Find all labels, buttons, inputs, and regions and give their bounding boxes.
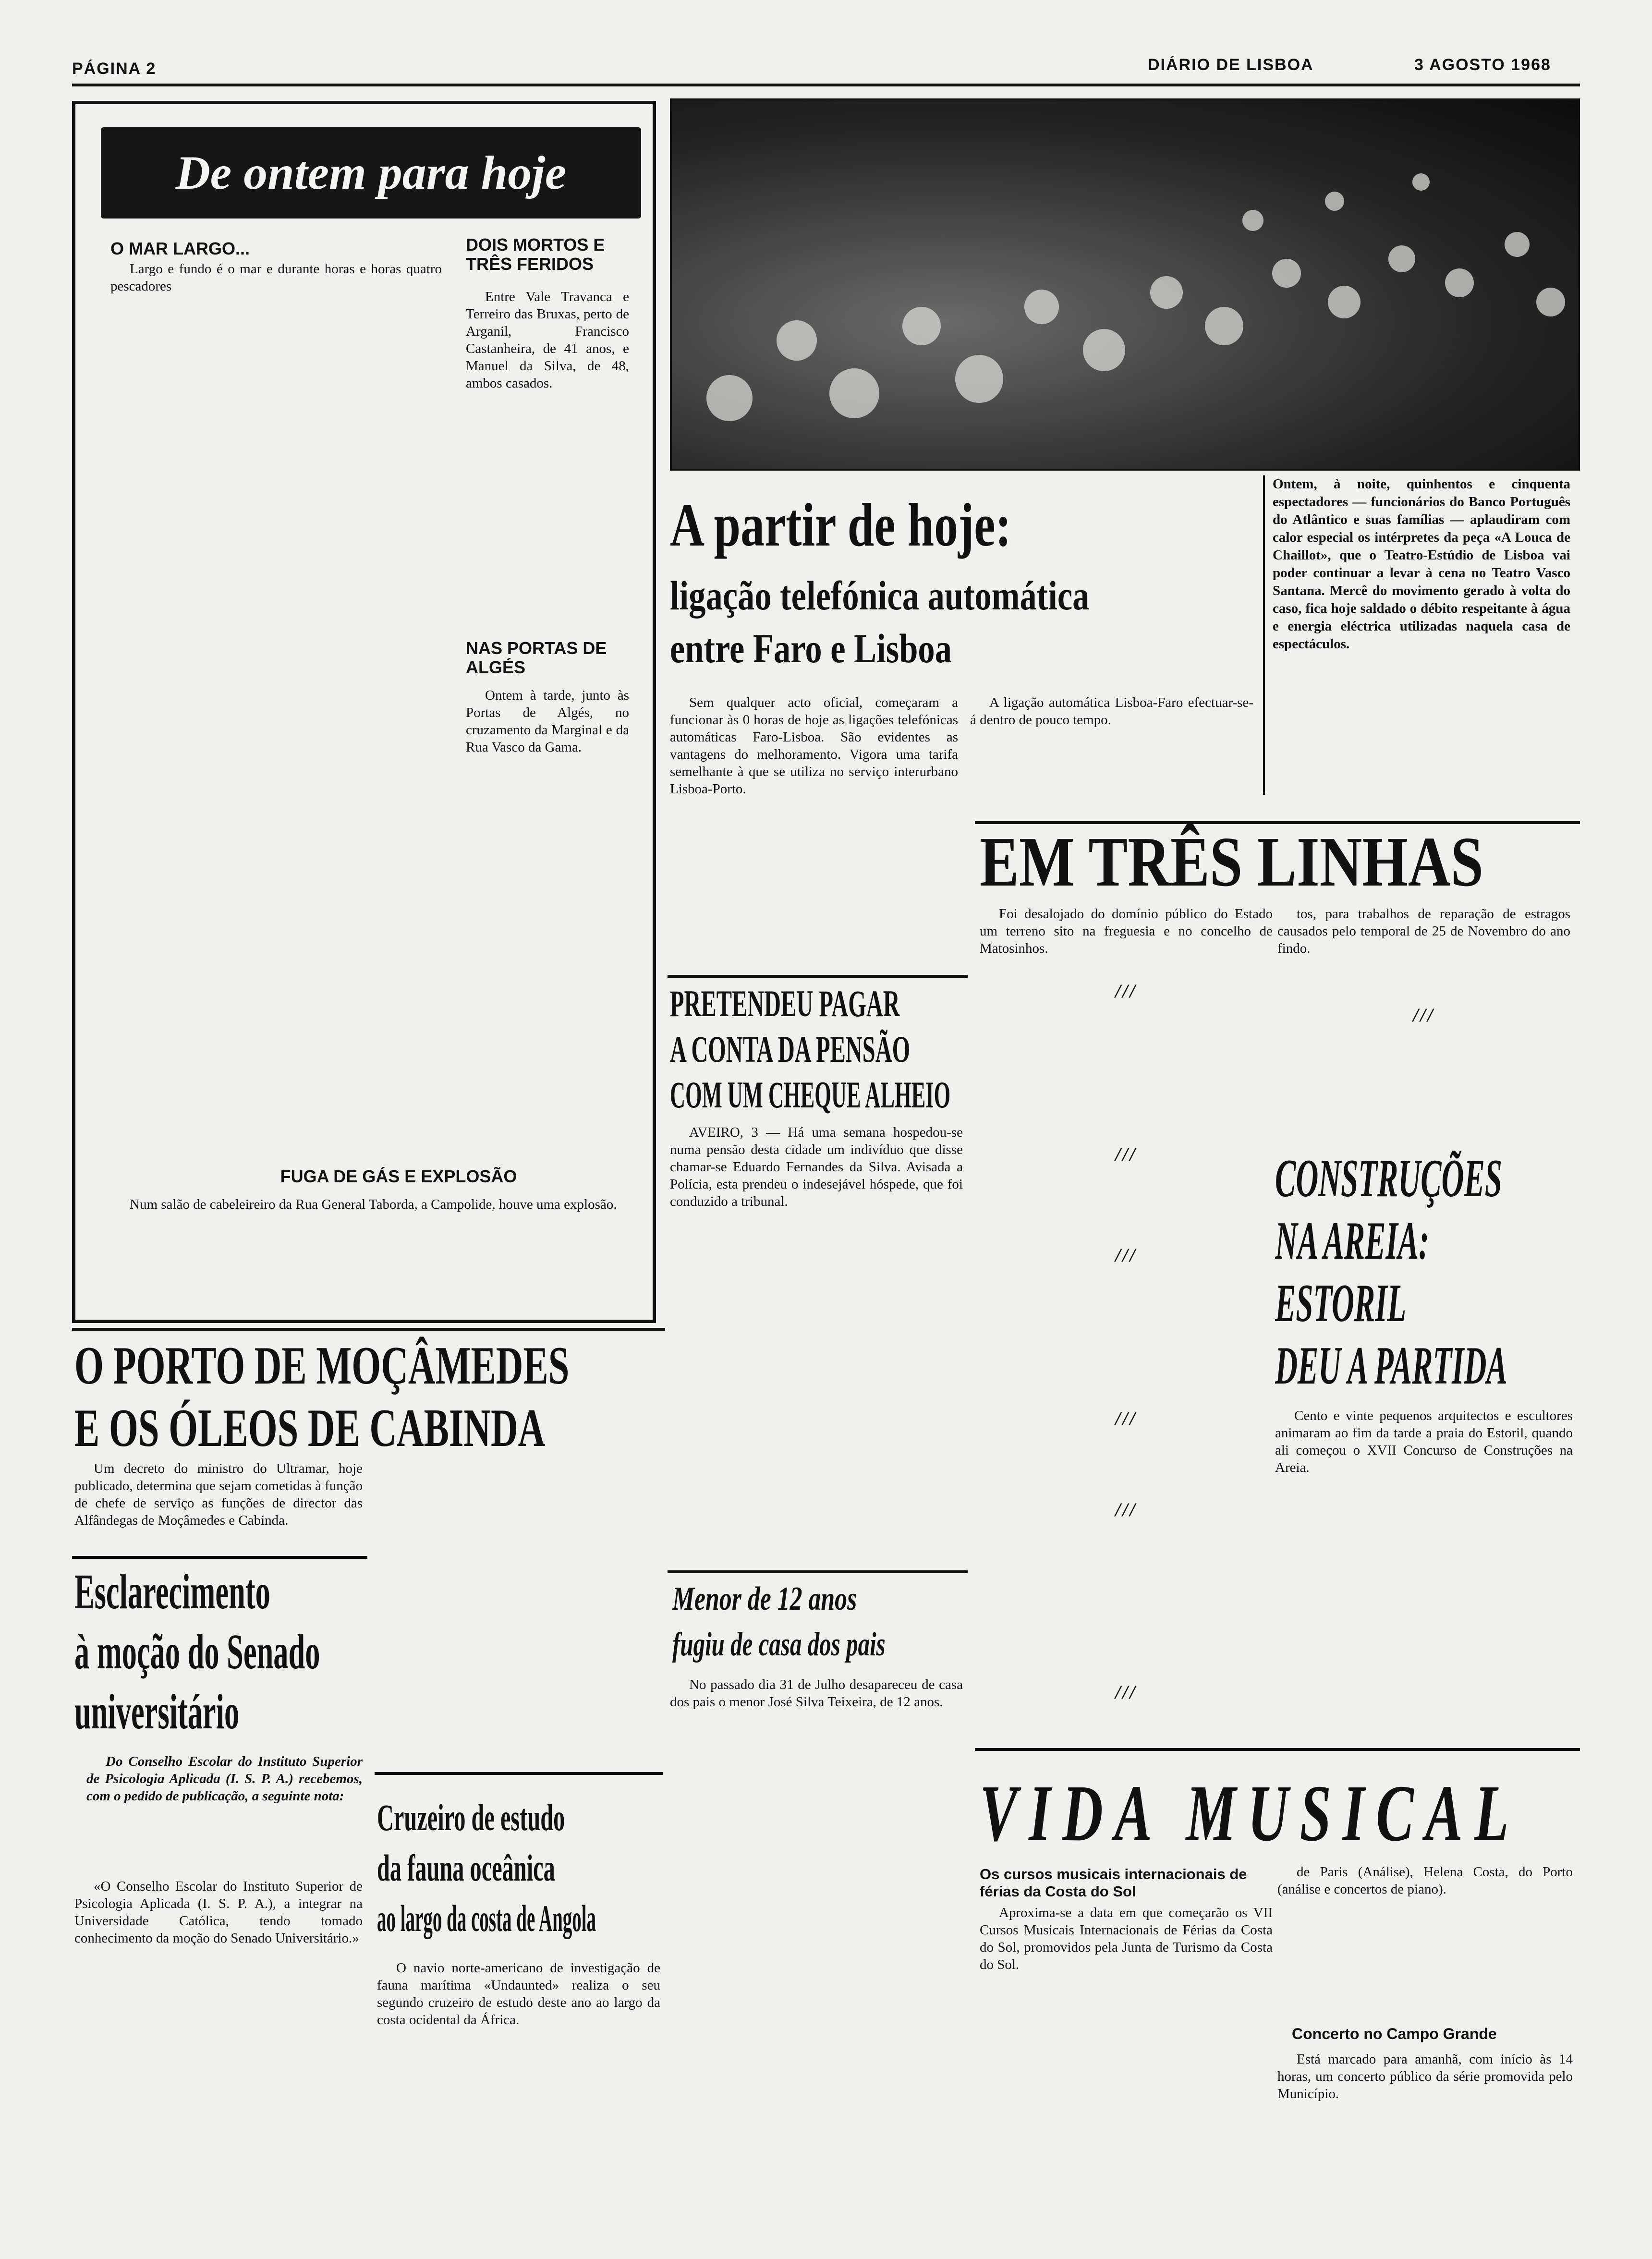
pensao-article <box>670 1124 963 1542</box>
porto-rule <box>72 1328 665 1331</box>
concerto-title: Concerto no Campo Grande <box>1292 2025 1497 2042</box>
issue-date: 3 AGOSTO 1968 <box>1414 56 1551 74</box>
separator-2: /// <box>1115 1143 1137 1165</box>
gas-text: Num salão de cabeleireiro da Rua General Taborda, a Campolide, houve uma explosão. <box>130 1197 617 1212</box>
newspaper-name: DIÁRIO DE LISBOA <box>1148 56 1314 74</box>
pensao-text: AVEIRO, 3 — Há uma semana hospedou-se numa pensão desta cidade um indivíduo que disse chamar-se Eduardo Fernandes da Silva. Avisada a Polícia, esta prendeu o indesejável hóspede, que foi conduzido a tribunal. <box>670 1125 963 1209</box>
pensao-head-3: COM UM CHEQUE ALHEIO <box>670 1074 951 1116</box>
alges-text: Ontem à tarde, junto às Portas de Algés, no cruzamento da Marginal e da Rua Vasco da Gama. <box>466 688 629 755</box>
menor-rule <box>668 1570 968 1573</box>
esclarecimento-head-2: à moção do Senado <box>74 1624 320 1679</box>
porto-head-2: E OS ÓLEOS DE CABINDA <box>74 1398 546 1458</box>
audience-photo-figures <box>672 100 1580 471</box>
gas-title: FUGA DE GÁS E EXPLOSÃO <box>280 1167 517 1186</box>
concerto-text: Está marcado para amanhã, com início às 14 horas, um concerto público da série promovida pelo Município. <box>1277 2052 1573 2101</box>
pensao-head-2: A CONTA DA PENSÃO <box>670 1028 911 1070</box>
mortos-title: DOIS MORTOS E TRÊS FERIDOS <box>466 235 605 274</box>
esclarecimento-lead-text: Do Conselho Escolar do Instituto Superior de Psicologia Aplicada (I. S. P. A.) recebemos, com o pedido de publicação, a seguinte nota: <box>86 1754 363 1804</box>
mortos-article <box>466 288 629 624</box>
mar-text: Largo e fundo é o mar e durante horas e horas quatro pescadores <box>110 261 442 294</box>
cruzeiro-text: O navio norte-americano de investigação de fauna marítima «Undaunted» realiza o seu segundo cruzeiro de estudo deste ano ao largo da costa ocidental da África. <box>377 1960 660 2028</box>
separator-3: /// <box>1115 1244 1137 1266</box>
concerto-article <box>1277 2051 1573 2204</box>
tres-linhas-headline: EM TRÊS LINHAS <box>980 823 1484 901</box>
mar-title: O MAR LARGO... <box>110 239 250 258</box>
tres-linhas-text-2: tos, para trabalhos de reparação de estragos causados pelo temporal de 25 de Novembro do ano findo. <box>1277 906 1570 956</box>
separator-6: /// <box>1115 1681 1137 1703</box>
menor-head-1: Menor de 12 anos <box>672 1580 857 1617</box>
construcoes-head-3: ESTORIL <box>1275 1274 1407 1333</box>
tres-linhas-col-2 <box>1277 905 1570 992</box>
pensao-rule <box>668 975 968 978</box>
porto-text: Um decreto do ministro do Ultramar, hoje publicado, determina que sejam cometidas à função de chefe de serviço as funções de director das Alfândegas de Moçâmedes e Cabinda. <box>74 1461 363 1528</box>
partir-text-2: A ligação automática Lisboa-Faro efectuar-se-á dentro de pouco tempo. <box>970 695 1253 728</box>
partir-subhead: ligação telefónica automática <box>670 572 1090 619</box>
musical-sub: Os cursos musicais internacionais de férias da Costa do Sol <box>980 1866 1247 1900</box>
separator-4: /// <box>1115 1408 1137 1429</box>
alges-article <box>466 687 629 1167</box>
masthead-rule <box>72 84 1580 86</box>
esclarecimento-lead <box>86 1753 363 1873</box>
construcoes-text: Cento e vinte pequenos arquitectos e escultores animaram ao fim da tarde a praia do Estoril, quando ali começou o XVII Concurso de Construções na Areia. <box>1275 1408 1573 1475</box>
musical-headline: VIDA MUSICAL <box>980 1769 1520 1858</box>
tres-linhas-text-1: Foi desalojado do domínio público do Estado um terreno sito na freguesia e no concelho de Matosinhos. <box>980 906 1273 956</box>
musical-rule <box>975 1748 1580 1751</box>
porto-article <box>74 1460 363 1556</box>
ontem-banner: De ontem para hoje <box>101 127 641 219</box>
partir-subhead-2: entre Faro e Lisboa <box>670 625 952 671</box>
caption-rule <box>1263 475 1265 795</box>
audience-photo <box>670 98 1580 471</box>
cruzeiro-head-3: ao largo da costa de Angola <box>377 1897 596 1939</box>
esclarecimento-article <box>74 1878 363 2214</box>
construcoes-head-1: CONSTRUÇÕES <box>1275 1149 1502 1208</box>
porto-head-1: O PORTO DE MOÇÂMEDES <box>74 1336 570 1396</box>
musical-text: Aproxima-se a data em que começarão os VII Cursos Musicais Internacionais de Férias da Costa do Sol, promovidos pela Junta de Turismo da Costa do Sol. <box>980 1905 1273 1972</box>
photo-caption: Ontem, à noite, quinhentos e cinquenta espectadores — funcionários do Banco Português do Atlântico e suas famílias — aplaudiram com calor especial os intérpretes da peça «A Louca de Chaillot», que o Teatro-Estúdio de Lisboa vai poder continuar a levar à cena no Teatro Vasco Santana. Mercê do movimento gerado à volta do caso, fica hoje saldado o débito respeitante à água e energia eléctrica utilizadas naquela casa de espectáculos. <box>1273 476 1570 652</box>
musical-article <box>980 1904 1273 2207</box>
partir-headline: A partir de hoje: <box>670 491 1011 559</box>
cruzeiro-head-1: Cruzeiro de estudo <box>377 1797 565 1838</box>
alges-title: NAS PORTAS DE ALGÉS <box>466 639 607 677</box>
esclarecimento-head-1: Esclarecimento <box>74 1564 270 1619</box>
separator-7: /// <box>1413 1004 1435 1026</box>
menor-text: No passado dia 31 de Julho desapareceu de casa dos pais o menor José Silva Teixeira, de 12 anos. <box>670 1677 963 1710</box>
page-number: PÁGINA 2 <box>72 60 157 78</box>
construcoes-head-2: NA AREIA: <box>1275 1211 1429 1271</box>
musical-article-2 <box>1277 1863 1573 2007</box>
separator-5: /// <box>1115 1499 1137 1520</box>
construcoes-head-4: DEU A PARTIDA <box>1275 1336 1507 1396</box>
pensao-head-1: PRETENDEU PAGAR <box>670 983 900 1024</box>
esclarecimento-head-3: universitário <box>74 1684 240 1739</box>
construcoes-article <box>1275 1407 1573 1753</box>
partir-article-2 <box>970 694 1253 800</box>
cruzeiro-rule <box>375 1772 663 1775</box>
mortos-text: Entre Vale Travanca e Terreiro das Bruxas, perto de Arganil, Francisco Castanheira, de 41 anos, e Manuel da Silva, de 48, ambos casados. <box>466 289 629 391</box>
menor-head-2: fugiu de casa dos pais <box>672 1626 886 1663</box>
mar-article <box>110 260 442 1125</box>
menor-article <box>670 1676 963 2204</box>
gas-article <box>110 1196 629 1306</box>
esclarecimento-text: «O Conselho Escolar do Instituto Superior de Psicologia Aplicada (I. S. P. A.), a integrar na Universidade Católica, tendo tomado conhecimento da moção do Senado Universitário.» <box>74 1879 363 1946</box>
esclarecimento-rule <box>72 1556 367 1559</box>
cruzeiro-article <box>377 1959 660 2209</box>
musical-text-2: de Paris (Análise), Helena Costa, do Porto (análise e concertos de piano). <box>1277 1864 1573 1897</box>
separator-1: /// <box>1115 980 1137 1002</box>
cruzeiro-head-2: da fauna oceânica <box>377 1847 555 1889</box>
partir-text: Sem qualquer acto oficial, começaram a funcionar às 0 horas de hoje as ligações telefónicas automáticas Faro-Lisboa. São evidentes as vantagens do melhoramento. Vigora uma tarifa semelhante à que se utiliza no serviço interurbano Lisboa-Porto. <box>670 695 958 797</box>
partir-article <box>670 694 958 838</box>
